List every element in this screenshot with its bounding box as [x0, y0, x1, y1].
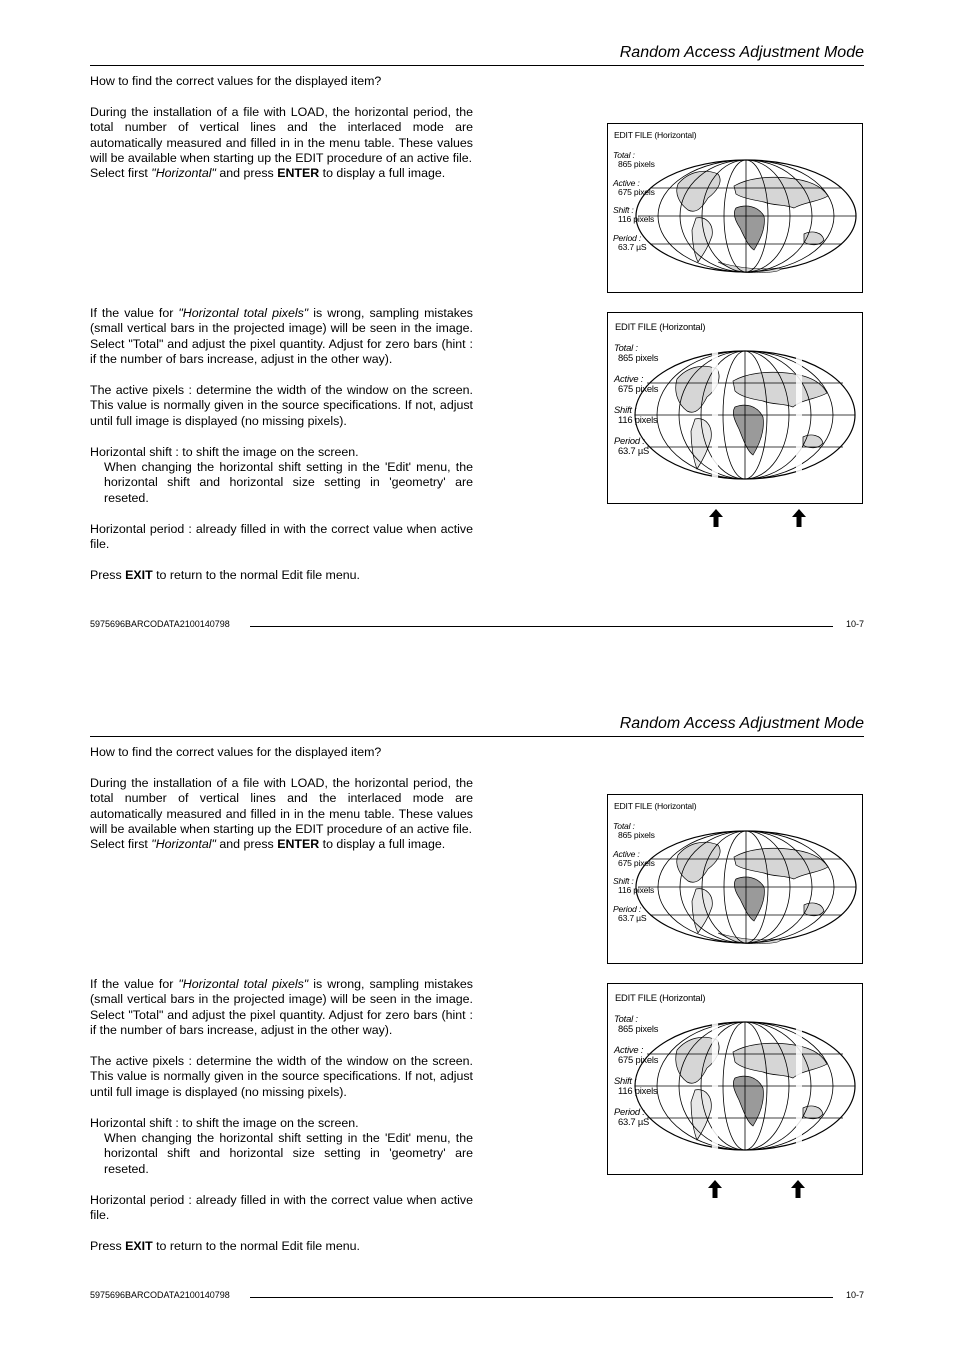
header-title: Random Access Adjustment Mode: [619, 44, 864, 61]
active-label: Active :: [613, 178, 640, 188]
active-label: Active :: [613, 849, 640, 859]
up-arrow-icon: [791, 508, 807, 528]
shift-value: 116 pixels: [618, 1085, 658, 1096]
active-value: 675 pixels: [618, 858, 655, 868]
question-text: How to find the correct values for the displayed item?: [90, 74, 382, 88]
shift-value: 116 pixels: [618, 214, 655, 224]
shift-note: When changing the horizontal shift setting in the 'Edit' menu, the horizontal shift and horizontal size setting in 'geometry' are reseted.: [104, 1131, 473, 1176]
up-arrow-icon: [708, 508, 724, 528]
figure-title: EDIT FILE (Horizontal): [614, 130, 697, 140]
shift-paragraph: [90, 445, 473, 507]
footer-rule: [250, 1297, 833, 1298]
world-map-icon: [608, 124, 862, 292]
figure-title: EDIT FILE (Horizontal): [615, 321, 706, 332]
shift-paragraph: [90, 1116, 473, 1178]
total-label: Total :: [614, 1013, 638, 1024]
active-paragraph: The active pixels : determine the width of the window on the screen. This value is normally given in the source specifications. If not, adjust until full image is displayed (no missing pixels).: [90, 1054, 473, 1099]
install-paragraph: [90, 105, 473, 182]
install-text: During the installation of a file with LOAD, the horizontal period, the total number of vertical lines and the interlaced mode are automatically measured and filled in in the menu table. These values will be available when starting up the EDIT procedure of an active file.: [90, 104, 473, 166]
footer-document-code: 5975696BARCODATA2100140798: [90, 619, 230, 629]
total-post: is wrong, sampling mistakes (small vertical bars in the projected image) will be seen in the image. Select "Total" and adjust the pixel quantity. Adjust for zero bars (hint : if the number of bars increase, adjust in the other way).: [90, 306, 473, 367]
world-map-icon: [608, 313, 862, 503]
question-text: How to find the correct values for the displayed item?: [90, 745, 382, 759]
total-label: Total :: [613, 821, 635, 831]
up-arrow-icon: [707, 1179, 723, 1199]
total-value: 865 pixels: [618, 352, 659, 363]
period-label: Period :: [614, 435, 645, 446]
period-label: Period :: [614, 1106, 645, 1117]
figure-title: EDIT FILE (Horizontal): [615, 992, 706, 1003]
total-label: Total :: [614, 342, 638, 353]
shift-label: Shift :: [613, 205, 634, 215]
total-item: "Horizontal total pixels": [178, 977, 309, 991]
exit-key: EXIT: [125, 1238, 153, 1253]
period-label: Period :: [613, 233, 642, 243]
shift-note: When changing the horizontal shift setting in the 'Edit' menu, the horizontal shift and horizontal size setting in 'geometry' are reseted.: [104, 460, 473, 505]
active-value: 675 pixels: [618, 1054, 659, 1065]
world-map-icon: [608, 984, 862, 1174]
period-paragraph: Horizontal period : already filled in with the correct value when active file.: [90, 1192, 473, 1223]
exit-paragraph: [90, 568, 473, 583]
active-value: 675 pixels: [618, 187, 655, 197]
install-text: During the installation of a file with LOAD, the horizontal period, the total number of vertical lines and the interlaced mode are automatically measured and filled in in the menu table. These values will be available when starting up the EDIT procedure of an active file.: [90, 775, 473, 837]
total-value: 865 pixels: [618, 159, 655, 169]
period-value: 63.7 µS: [618, 913, 647, 923]
header-title: Random Access Adjustment Mode: [619, 715, 864, 732]
figure-title: EDIT FILE (Horizontal): [614, 801, 697, 811]
total-paragraph: [90, 306, 473, 368]
shift-label: Shift :: [614, 1075, 637, 1086]
select-pre: Select first: [90, 166, 152, 181]
select-pre: Select first: [90, 837, 152, 852]
exit-post: to return to the normal Edit file menu.: [152, 567, 360, 582]
active-paragraph: The active pixels : determine the width of the window on the screen. This value is normally given in the source specifications. If not, adjust until full image is displayed (no missing pixels).: [90, 383, 473, 428]
edit-file-figure-bars: [607, 312, 863, 504]
exit-pre: Press: [90, 567, 126, 582]
shift-value: 116 pixels: [618, 885, 655, 895]
footer-document-code: 5975696BARCODATA2100140798: [90, 1290, 230, 1300]
shift-label: Shift :: [614, 404, 637, 415]
exit-paragraph: [90, 1239, 473, 1254]
active-value: 675 pixels: [618, 383, 659, 394]
total-value: 865 pixels: [618, 1023, 659, 1034]
select-mid: and press: [215, 837, 278, 852]
total-paragraph: [90, 977, 473, 1039]
edit-file-figure-bars: [607, 983, 863, 1175]
period-value: 63.7 µS: [618, 1116, 650, 1127]
exit-pre: Press: [90, 1238, 126, 1253]
total-item: "Horizontal total pixels": [178, 306, 309, 320]
install-paragraph: [90, 776, 473, 853]
active-label: Active :: [614, 373, 644, 384]
total-pre: If the value for: [90, 977, 179, 991]
footer-rule: [250, 626, 833, 627]
header-rule: [90, 736, 864, 737]
manual-page-top: [0, 0, 954, 672]
select-post: to display a full image.: [319, 166, 446, 181]
total-post: is wrong, sampling mistakes (small vertical bars in the projected image) will be seen in the image. Select "Total" and adjust the pixel quantity. Adjust for zero bars (hint : if the number of bars increase, adjust in the other way).: [90, 977, 473, 1038]
details-text-block: [90, 306, 473, 583]
select-item: "Horizontal": [151, 837, 216, 852]
period-paragraph: Horizontal period : already filled in with the correct value when active file.: [90, 521, 473, 552]
enter-key: ENTER: [277, 837, 320, 852]
exit-post: to return to the normal Edit file menu.: [152, 1238, 360, 1253]
shift-label: Shift :: [613, 876, 634, 886]
edit-file-figure-full: [607, 794, 863, 964]
period-value: 63.7 µS: [618, 242, 647, 252]
shift-line: Horizontal shift : to shift the image on the screen.: [90, 1115, 359, 1130]
total-value: 865 pixels: [618, 830, 655, 840]
footer-page-number: 10-7: [845, 1290, 864, 1300]
total-pre: If the value for: [90, 306, 179, 320]
intro-text-block: [90, 745, 473, 853]
footer-page-number: 10-7: [845, 619, 864, 629]
enter-key: ENTER: [277, 166, 320, 181]
edit-file-figure-full: [607, 123, 863, 293]
up-arrow-icon: [790, 1179, 806, 1199]
header-rule: [90, 65, 864, 66]
details-text-block: [90, 977, 473, 1254]
select-item: "Horizontal": [151, 166, 216, 181]
intro-text-block: [90, 74, 473, 182]
period-value: 63.7 µS: [618, 445, 650, 456]
shift-line: Horizontal shift : to shift the image on the screen.: [90, 444, 359, 459]
world-map-icon: [608, 795, 862, 963]
active-label: Active :: [614, 1044, 644, 1055]
exit-key: EXIT: [125, 567, 153, 582]
total-label: Total :: [613, 150, 635, 160]
manual-page-bottom: [0, 671, 954, 1343]
period-label: Period :: [613, 904, 642, 914]
shift-value: 116 pixels: [618, 414, 658, 425]
select-mid: and press: [215, 166, 278, 181]
select-post: to display a full image.: [319, 837, 446, 852]
